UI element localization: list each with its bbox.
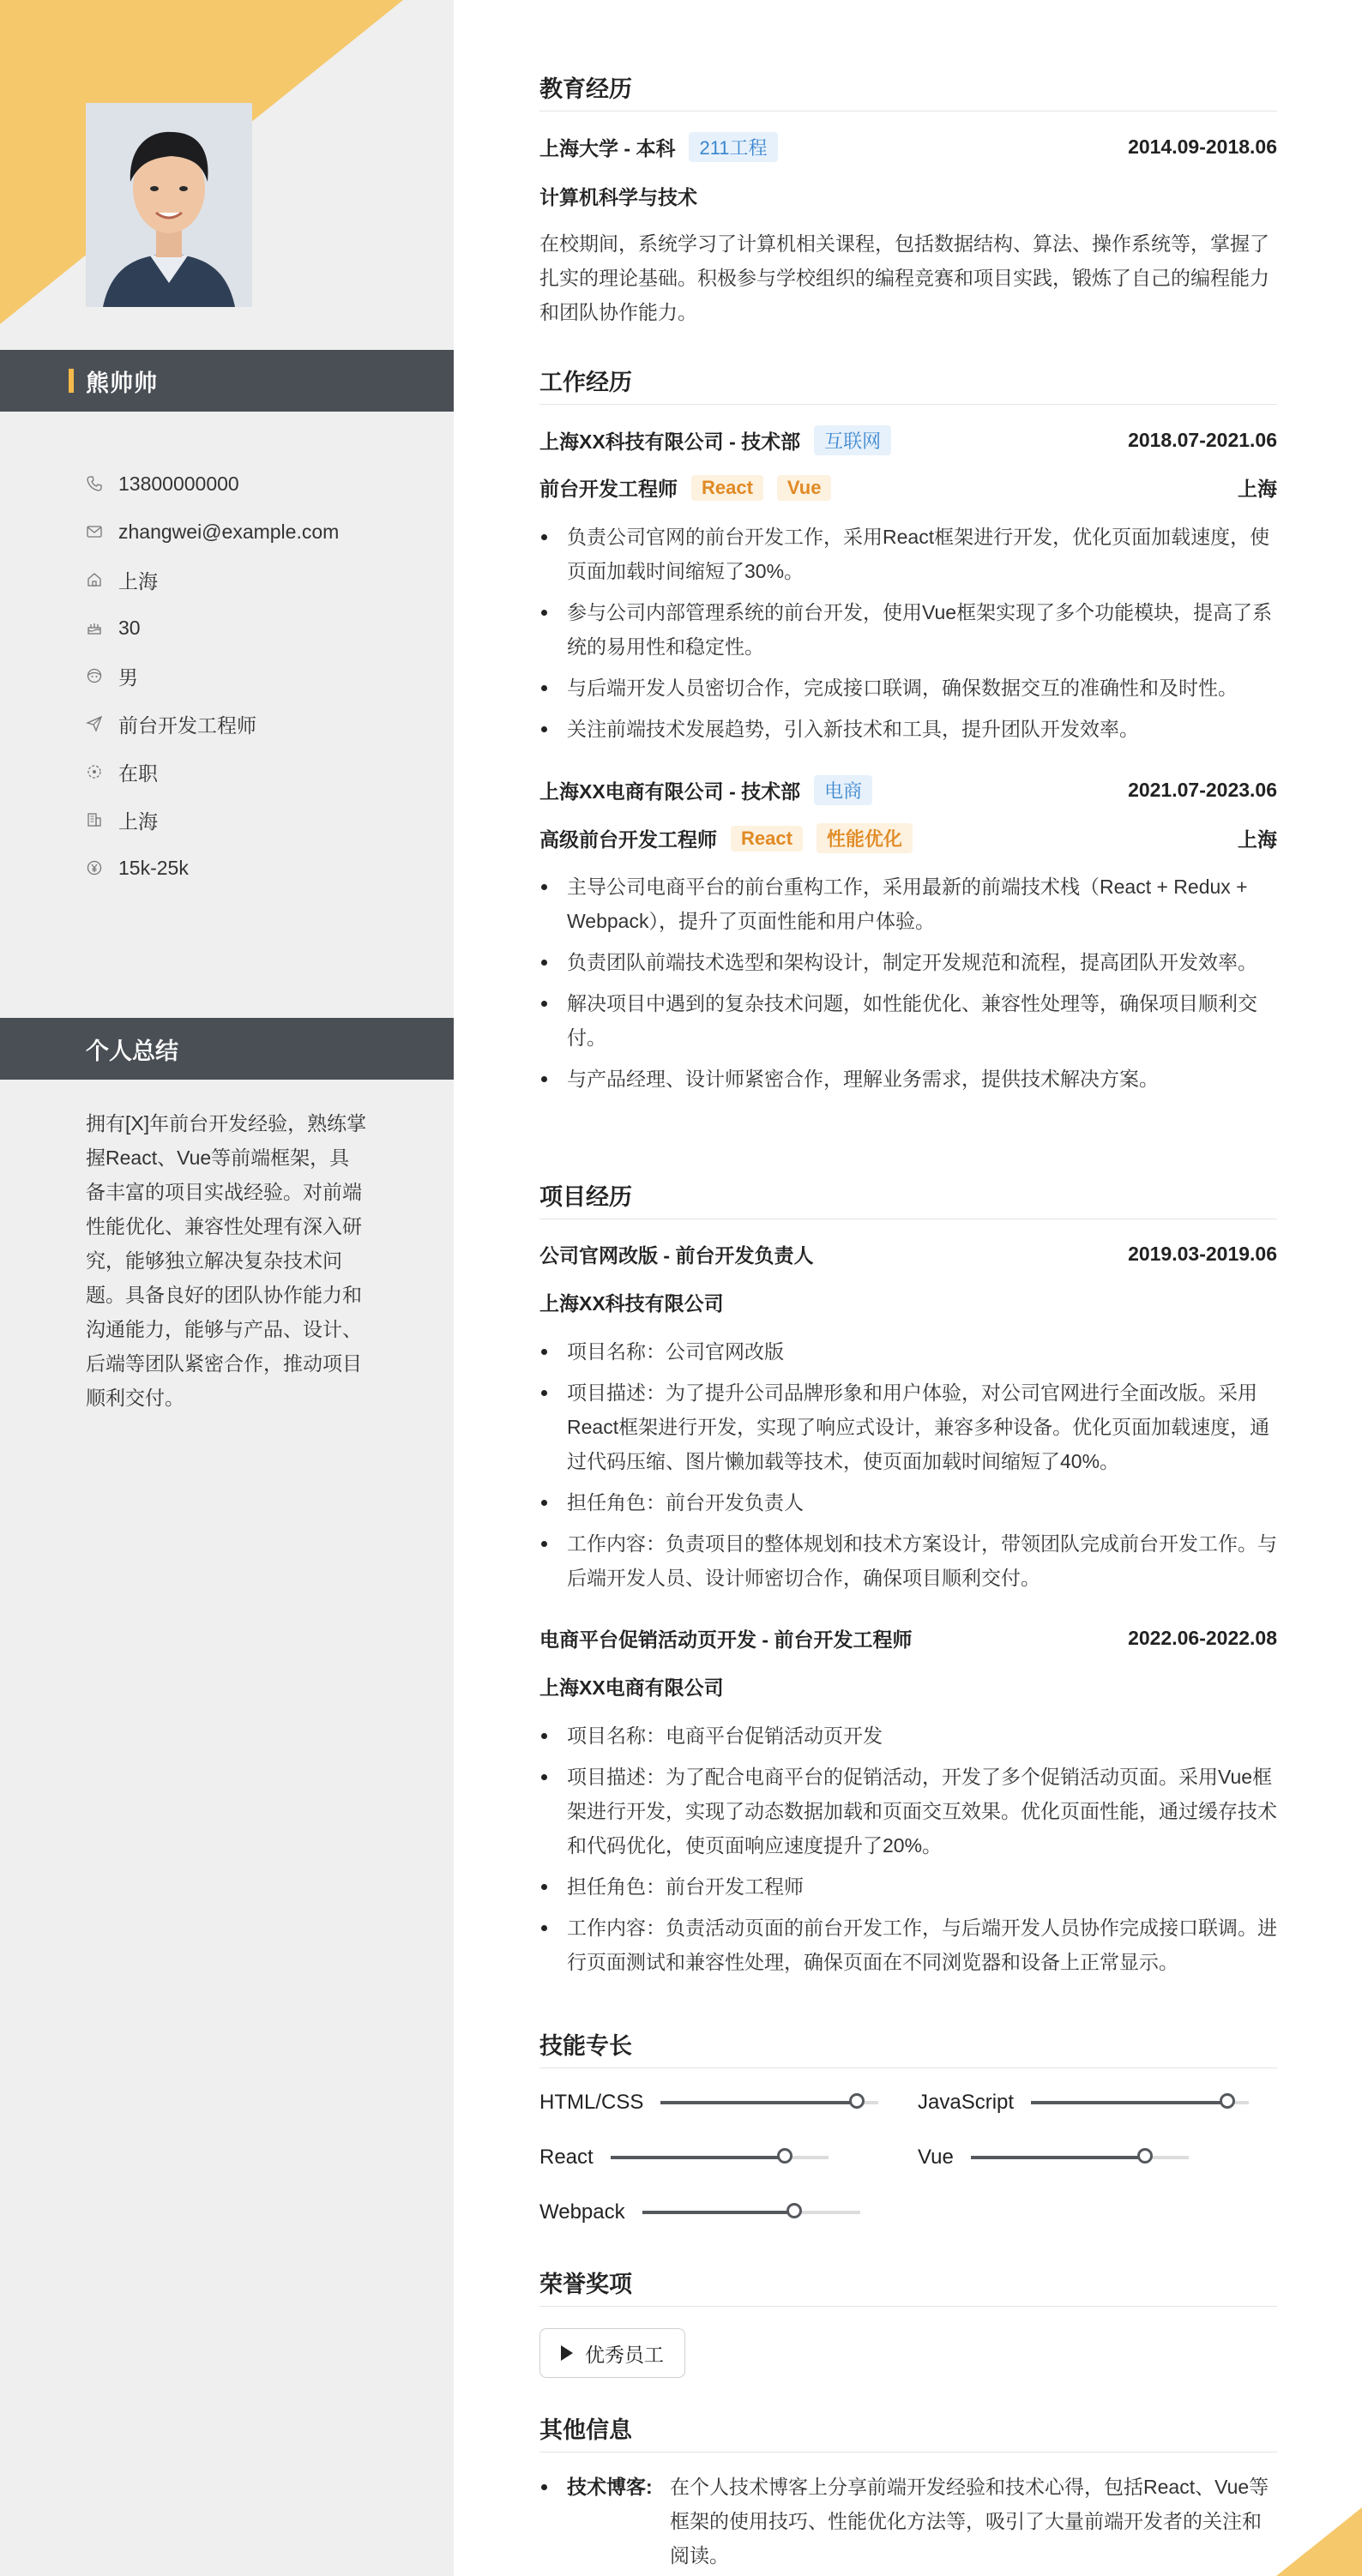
sidebar (0, 0, 454, 2576)
project-company: 上海XX科技有限公司 (539, 1292, 724, 1315)
profile-name: 熊帅帅 (86, 370, 158, 396)
salary-icon (86, 859, 103, 876)
job-skill-tag: 性能优化 (817, 823, 913, 853)
skill-item (539, 2091, 878, 2115)
job-company: 上海XX科技有限公司 - 技术部 (539, 430, 801, 453)
name-bar (0, 350, 454, 412)
list-item: 担任角色：前台开发工程师 (539, 1869, 1277, 1904)
contact-gender (86, 652, 429, 700)
project-details (539, 1334, 1277, 1602)
contact-text: 30 (118, 616, 141, 639)
skill-knob[interactable] (1220, 2093, 1235, 2109)
list-item (539, 2470, 1277, 2573)
job-role: 高级前台开发工程师 (539, 828, 717, 851)
education-major: 计算机科学与技术 (539, 186, 697, 208)
list-item: 负责团队前端技术选型和架构设计，制定开发规范和流程，提高团队开发效率。 (539, 945, 1277, 979)
summary-text: 拥有[X]年前台开发经验，熟练掌握React、Vue等前端框架，具备丰富的项目实战经验。对前端性能优化、兼容性处理有深入研究，能够独立解决复杂技术问题。具备良好的团队协作能力和沟通能力，能够与产品、设计、后端等团队紧密合作，推动项目顺利交付。 (86, 1112, 367, 1409)
education-desc: 在校期间，系统学习了计算机相关课程，包括数据结构、算法、操作系统等，掌握了扎实的理论基础。积极参与学校组织的编程竞赛和项目实践，锻炼了自己的编程能力和团队协作能力。 (539, 232, 1269, 323)
contact-text: 在职 (118, 761, 158, 785)
project-date: 2022.06-2022.08 (1128, 1627, 1277, 1649)
skill-item (918, 2146, 1189, 2170)
contact-text: 前台开发工程师 (118, 713, 256, 737)
list-item: 主导公司电商平台的前台重构工作，采用最新的前端技术栈（React + Redux + Webpack），提升了页面性能和用户体验。 (539, 870, 1277, 938)
cake-icon (86, 619, 103, 636)
award-badge[interactable] (539, 2328, 685, 2378)
other-key: 技术博客: (567, 2476, 653, 2498)
summary-title: 个人总结 (86, 1038, 178, 1064)
send-icon (86, 715, 103, 732)
job-role: 前台开发工程师 (539, 478, 678, 500)
skill-knob[interactable] (777, 2148, 792, 2164)
project-details (539, 1718, 1277, 1986)
play-icon (561, 2345, 573, 2361)
status-icon (86, 763, 103, 780)
contact-position (86, 700, 429, 748)
project-company-row (539, 1288, 1277, 1316)
skill-name: HTML/CSS (539, 2091, 644, 2114)
mail-icon (86, 523, 103, 540)
job-industry-tag: 互联网 (814, 425, 891, 455)
projects-title: 项目经历 (539, 1178, 1277, 1219)
list-item: 项目描述：为了配合电商平台的促销活动，开发了多个促销活动页面。采用Vue框架进行开发，实现了动态数据加载和页面交互效果。优化页面性能，通过缓存技术和代码优化，使页面响应速度提升了20%。 (539, 1760, 1277, 1863)
skill-slider[interactable] (971, 2156, 1189, 2159)
project-date: 2019.03-2019.06 (1128, 1243, 1277, 1265)
project-header (539, 1240, 1277, 1268)
school-name: 上海大学 - 本科 (539, 137, 676, 159)
job-industry-tag: 电商 (814, 775, 872, 805)
job-header (539, 775, 1277, 805)
contact-email (86, 508, 429, 556)
list-item: 负责公司官网的前台开发工作，采用React框架进行开发，优化页面加载速度，使页面加载时间缩短了30%。 (539, 520, 1277, 588)
project-header (539, 1624, 1277, 1652)
avatar-illustration (86, 103, 252, 307)
contact-age (86, 604, 429, 652)
skill-name: Vue (918, 2146, 954, 2169)
skills-title: 技能专长 (539, 2027, 1277, 2068)
skill-name: JavaScript (918, 2091, 1015, 2114)
school-tag: 211工程 (689, 132, 777, 162)
job-skill-tag: Vue (777, 475, 832, 501)
job-date: 2018.07-2021.06 (1128, 429, 1277, 451)
skill-name: React (539, 2146, 594, 2169)
contact-text: 上海 (118, 810, 158, 833)
skill-item (539, 2200, 860, 2224)
list-item: 担任角色：前台开发负责人 (539, 1485, 1277, 1520)
skill-fill (660, 2101, 857, 2104)
education-header (539, 132, 1277, 162)
decor-corner (1276, 2507, 1362, 2576)
education-major-row (539, 182, 1277, 210)
home-icon (86, 571, 103, 588)
skill-name: Webpack (539, 2200, 625, 2224)
contact-status (86, 748, 429, 796)
other-info (539, 2470, 1277, 2573)
list-item: 工作内容：负责项目的整体规划和技术方案设计，带领团队完成前台开发工作。与后端开发人员、设计师密切合作，确保项目顺利交付。 (539, 1526, 1277, 1595)
contact-text: 上海 (118, 569, 158, 593)
skill-fill (1031, 2101, 1227, 2104)
skill-knob[interactable] (786, 2203, 802, 2218)
contact-city (86, 796, 429, 844)
other-value: 在个人技术博客上分享前端开发经验和技术心得，包括React、Vue等框架的使用技巧、性能优化方法等，吸引了大量前端开发者的关注和阅读。 (670, 2476, 1269, 2567)
project-company-row (539, 1672, 1277, 1700)
job-duties (539, 870, 1277, 1103)
list-item: 解决项目中遇到的复杂技术问题，如性能优化、兼容性处理等，确保项目顺利交付。 (539, 986, 1277, 1055)
work-title: 工作经历 (539, 364, 1277, 405)
other-title: 其他信息 (539, 2411, 1277, 2453)
gender-icon (86, 667, 103, 684)
job-city: 上海 (1238, 478, 1277, 500)
name-accent (69, 369, 74, 393)
project-name: 电商平台促销活动页开发 - 前台开发工程师 (539, 1628, 913, 1651)
job-duties (539, 520, 1277, 753)
education-date: 2014.09-2018.06 (1128, 135, 1277, 158)
list-item: 参与公司内部管理系统的前台开发，使用Vue框架实现了多个功能模块，提高了系统的易用性和稳定性。 (539, 595, 1277, 664)
skill-knob[interactable] (849, 2093, 865, 2109)
contact-salary (86, 844, 429, 892)
list-item: 关注前端技术发展趋势，引入新技术和工具，提升团队开发效率。 (539, 712, 1277, 746)
list-item: 项目描述：为了提升公司品牌形象和用户体验，对公司官网进行全面改版。采用React框架进行开发，实现了响应式设计，兼容多种设备。优化页面加载速度，通过代码压缩、图片懒加载等技术，使页面加载时间缩短了40%。 (539, 1375, 1277, 1478)
skill-slider[interactable] (660, 2101, 878, 2104)
contact-text: zhangwei@example.com (118, 520, 340, 543)
contact-home (86, 556, 429, 604)
skill-slider[interactable] (642, 2211, 860, 2214)
job-city: 上海 (1238, 828, 1277, 851)
avatar (86, 103, 252, 307)
skill-fill (642, 2211, 795, 2214)
contact-text: 男 (118, 665, 138, 689)
skill-item (918, 2091, 1249, 2115)
project-name: 公司官网改版 - 前台开发负责人 (539, 1244, 814, 1267)
list-item: 项目名称：电商平台促销活动页开发 (539, 1718, 1277, 1753)
list-item: 工作内容：负责活动页面的前台开发工作，与后端开发人员协作完成接口联调。进行页面测试和兼容性处理，确保页面在不同浏览器和设备上正常显示。 (539, 1911, 1277, 1979)
skill-fill (971, 2156, 1145, 2159)
job-date: 2021.07-2023.06 (1128, 779, 1277, 801)
phone-icon (86, 475, 103, 492)
contact-list (86, 460, 429, 892)
list-item: 项目名称：公司官网改版 (539, 1334, 1277, 1369)
skill-slider[interactable] (611, 2156, 829, 2159)
education-title: 教育经历 (539, 70, 1277, 111)
job-role-row (539, 473, 1277, 502)
contact-text: 15k-25k (118, 856, 189, 879)
job-header (539, 425, 1277, 455)
contact-text: 13800000000 (118, 472, 239, 495)
skill-item (539, 2146, 829, 2170)
award-label: 优秀员工 (585, 2343, 664, 2366)
skill-fill (611, 2156, 785, 2159)
skill-knob[interactable] (1137, 2148, 1153, 2164)
bullet (539, 2470, 567, 2573)
job-skill-tag: React (691, 475, 763, 501)
building-icon (86, 811, 103, 828)
contact-phone (86, 460, 429, 508)
list-item: 与产品经理、设计师紧密合作，理解业务需求，提供技术解决方案。 (539, 1062, 1277, 1096)
awards-title: 荣誉奖项 (539, 2266, 1277, 2307)
list-item: 与后端开发人员密切合作，完成接口联调，确保数据交互的准确性和及时性。 (539, 671, 1277, 705)
summary-header (0, 1018, 454, 1080)
project-company: 上海XX电商有限公司 (539, 1676, 724, 1699)
job-role-row (539, 823, 1277, 853)
skill-slider[interactable] (1031, 2101, 1249, 2104)
job-skill-tag: React (731, 826, 803, 852)
job-company: 上海XX电商有限公司 - 技术部 (539, 780, 801, 803)
